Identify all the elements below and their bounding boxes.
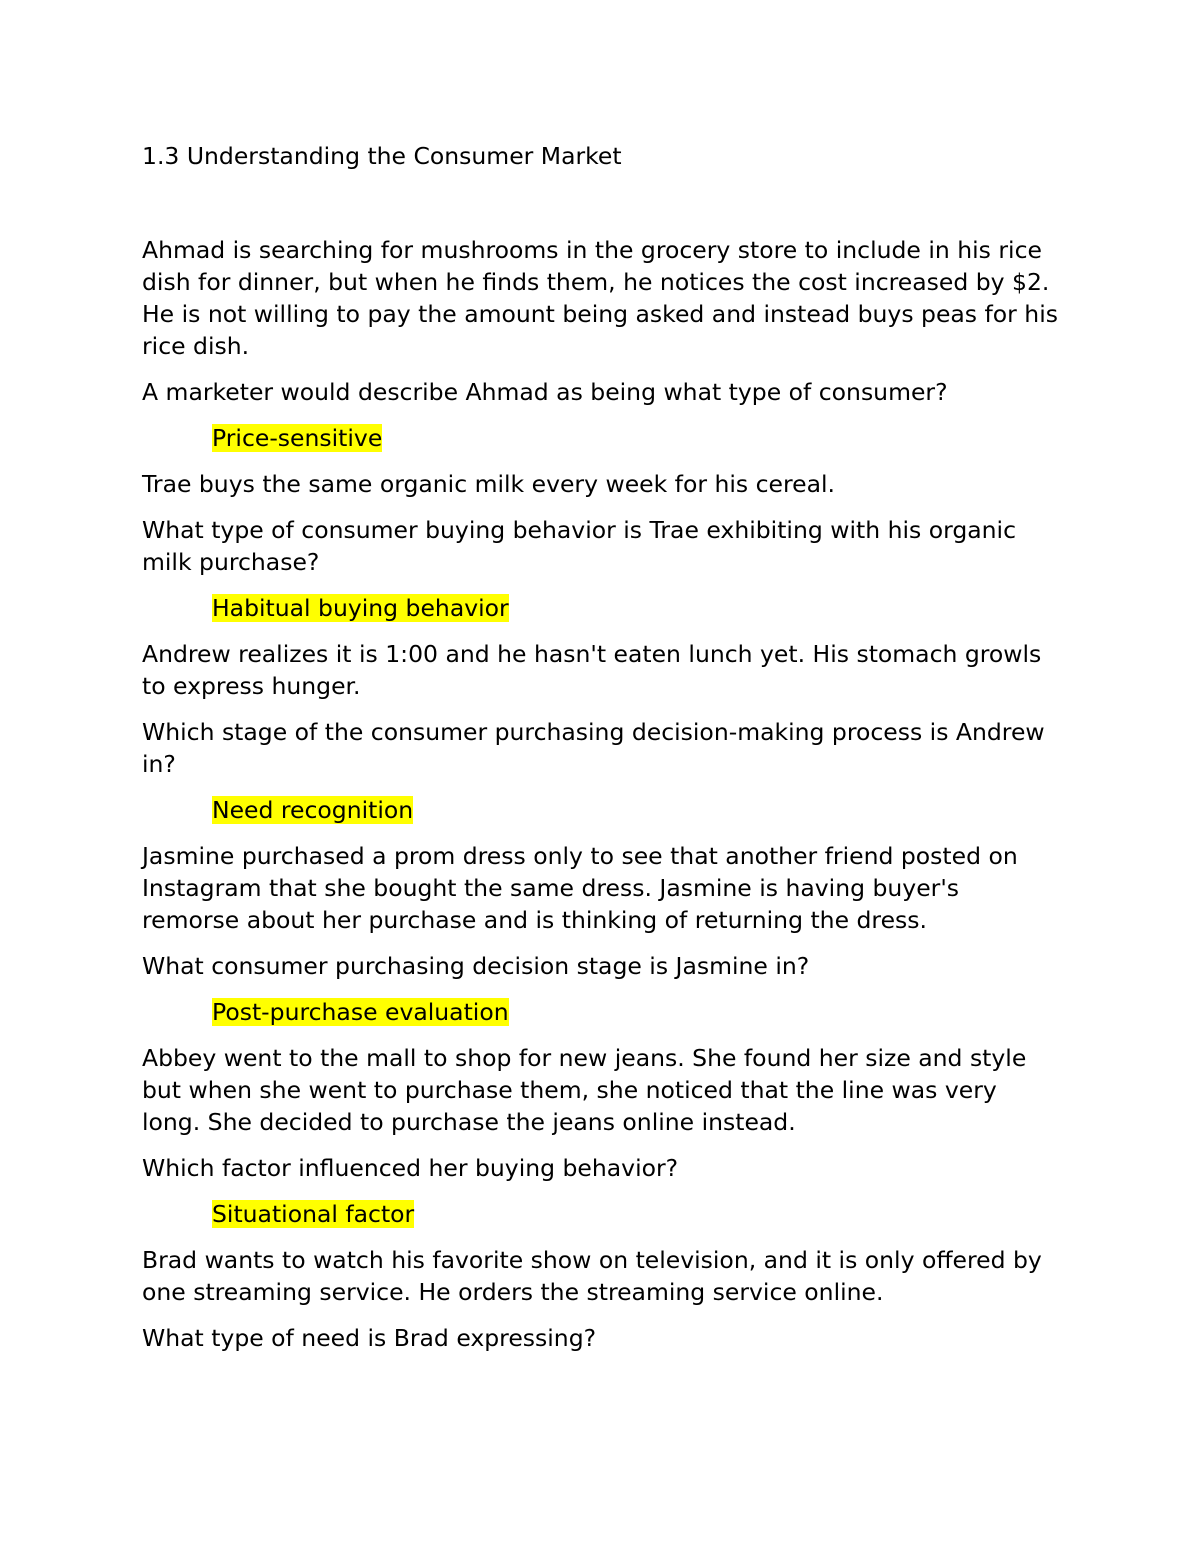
answer-line-jasmine [142,996,1062,1028]
question-andrew: Which stage of the consumer purchasing decision-making process is Andrew in? [142,718,1045,778]
answer-line-abbey [142,1198,1062,1230]
document-body [142,140,1062,1368]
scenario-trae: Trae buys the same organic milk every week for his cereal. [142,470,835,498]
question-trae: What type of consumer buying behavior is Trae exhibiting with his organic milk purchase? [142,516,1016,576]
question-jasmine: What consumer purchasing decision stage is Jasmine in? [142,952,810,980]
answer-trae: Habitual buying behavior [212,594,509,622]
answer-line-andrew [142,794,1062,826]
scenario-abbey: Abbey went to the mall to shop for new jeans. She found her size and style but when she went to purchase them, she noticed that the line was very long. She decided to purchase the jeans online instead. [142,1044,1027,1136]
answer-abbey: Situational factor [212,1200,415,1228]
document-title: 1.3 Understanding the Consumer Market [142,142,622,170]
answer-line-ahmad [142,422,1062,454]
answer-jasmine: Post-purchase evaluation [212,998,509,1026]
scenario-andrew: Andrew realizes it is 1:00 and he hasn't eaten lunch yet. His stomach growls to express hunger. [142,640,1042,700]
answer-ahmad: Price-sensitive [212,424,383,452]
scenario-jasmine: Jasmine purchased a prom dress only to see that another friend posted on Instagram that she bought the same dress. Jasmine is having buyer's remorse about her purchase and is thinking of returning the dress. [142,842,1018,934]
answer-andrew: Need recognition [212,796,414,824]
answer-line-trae [142,592,1062,624]
scenario-brad: Brad wants to watch his favorite show on television, and it is only offered by one streaming service. He orders the streaming service online. [142,1246,1042,1306]
scenario-ahmad: Ahmad is searching for mushrooms in the grocery store to include in his rice dish for dinner, but when he finds them, he notices the cost increased by $2. He is not willing to pay the amount being asked and instead buys peas for his rice dish. [142,236,1058,360]
question-ahmad: A marketer would describe Ahmad as being what type of consumer? [142,378,948,406]
question-abbey: Which factor influenced her buying behavior? [142,1154,679,1182]
question-brad: What type of need is Brad expressing? [142,1324,597,1352]
